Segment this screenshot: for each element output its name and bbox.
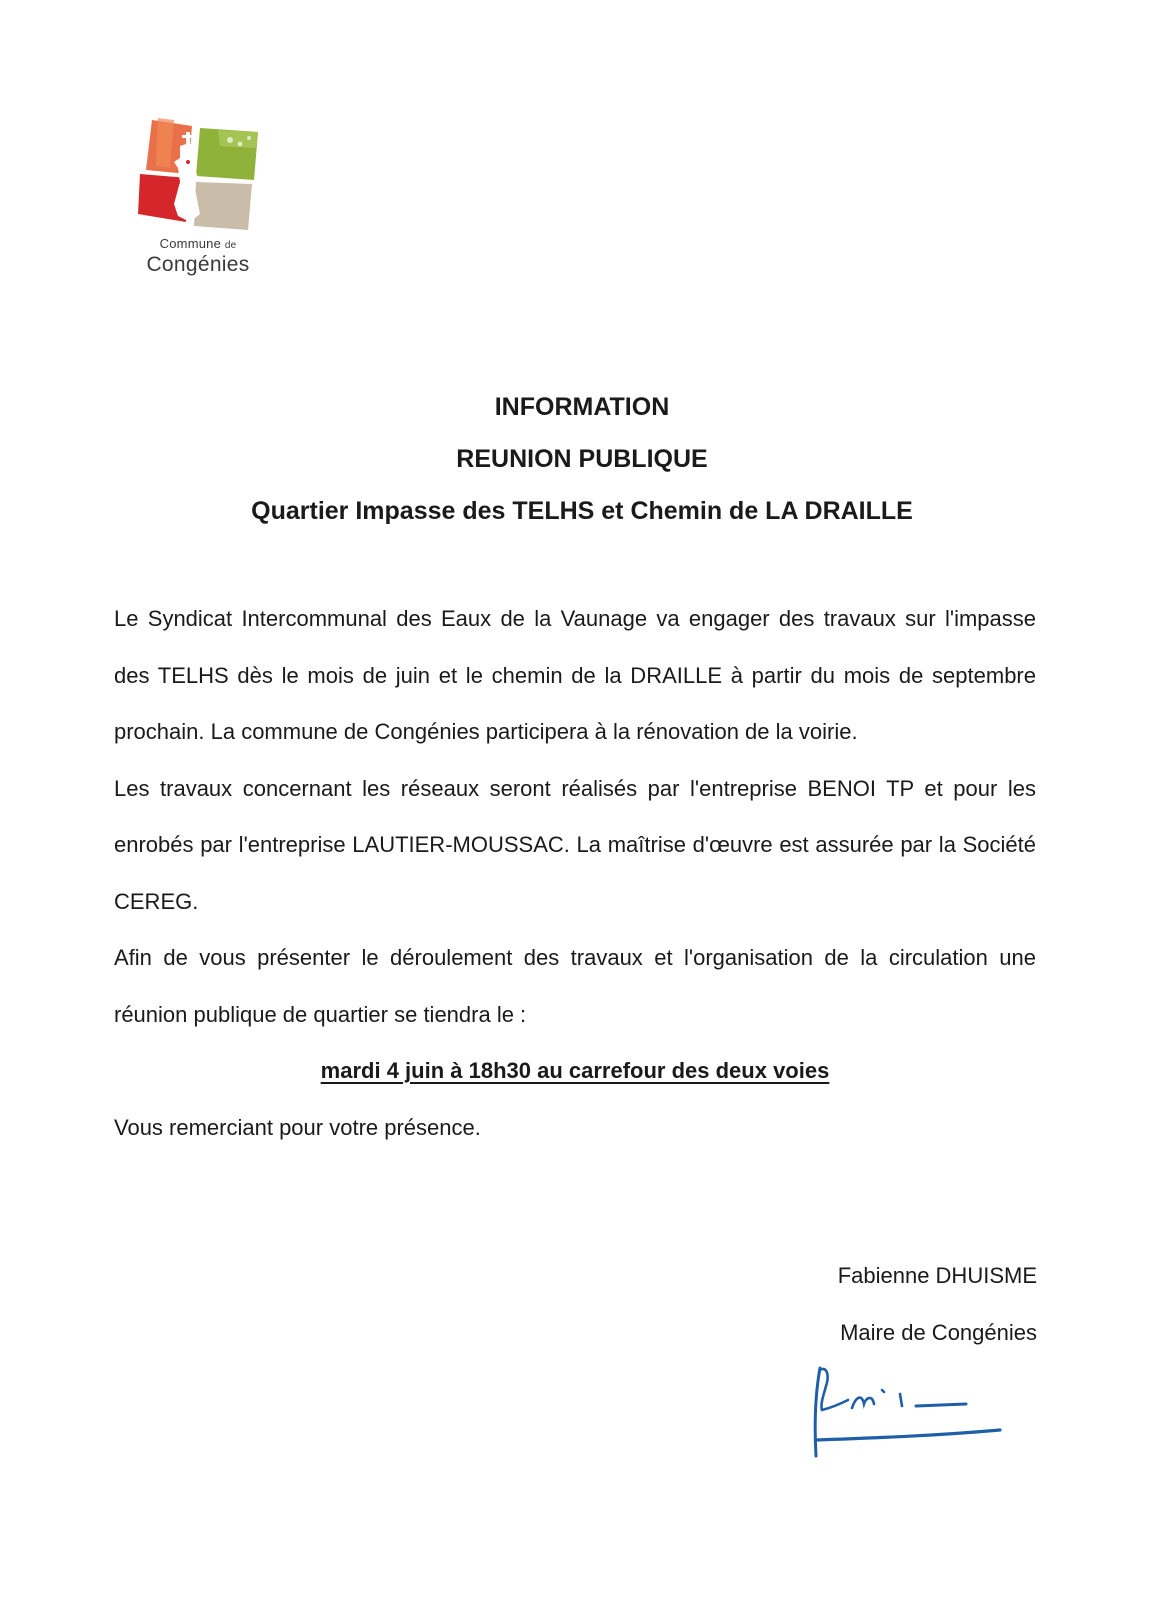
- meeting-date-location: mardi 4 juin à 18h30 au carrefour des deux voies: [320, 1058, 830, 1083]
- signatory-title: Maire de Congénies: [840, 1320, 1037, 1345]
- heading-quartier: Quartier Impasse des TELHS et Chemin de LA DRAILLE: [251, 497, 913, 525]
- logo-emblem-icon: [134, 118, 262, 236]
- closing-line: Vous remerciant pour votre présence.: [114, 1114, 481, 1140]
- paragraph-travaux: Le Syndicat Intercommunal des Eaux de la Vaunage va engager des travaux sur l'impasse des TELHS dès le mois de juin et le chemin de la DRAILLE à partir du mois de septembre prochain. La commune de Congénies participera à la rénovation de la voirie.: [114, 606, 1036, 744]
- logo-de-word: de: [224, 240, 237, 251]
- signatory: [838, 1247, 1037, 1361]
- handwritten-signature: [812, 1360, 1012, 1465]
- logo-commune-word: Commune: [159, 236, 222, 251]
- heading-reunion-publique: REUNION PUBLIQUE: [456, 445, 708, 473]
- logo-caption-line1: [128, 236, 268, 253]
- letter-body: [114, 591, 1036, 1156]
- logo-caption: [128, 236, 268, 277]
- signatory-name: Fabienne DHUISME: [837, 1263, 1037, 1288]
- heading-information: INFORMATION: [494, 393, 670, 421]
- logo-town-name: Congénies: [146, 253, 250, 276]
- paragraph-reunion: Afin de vous présenter le déroulement des travaux et l'organisation de la circulation une réunion publique de quartier se tiendra le :: [114, 945, 1036, 1027]
- paragraph-entreprises: Les travaux concernant les réseaux seront réalisés par l'entreprise BENOI TP et pour les enrobés par l'entreprise LAUTIER-MOUSSAC. La maîtrise d'œuvre est assurée par la Société CEREG.: [114, 775, 1036, 914]
- commune-logo: [128, 118, 268, 278]
